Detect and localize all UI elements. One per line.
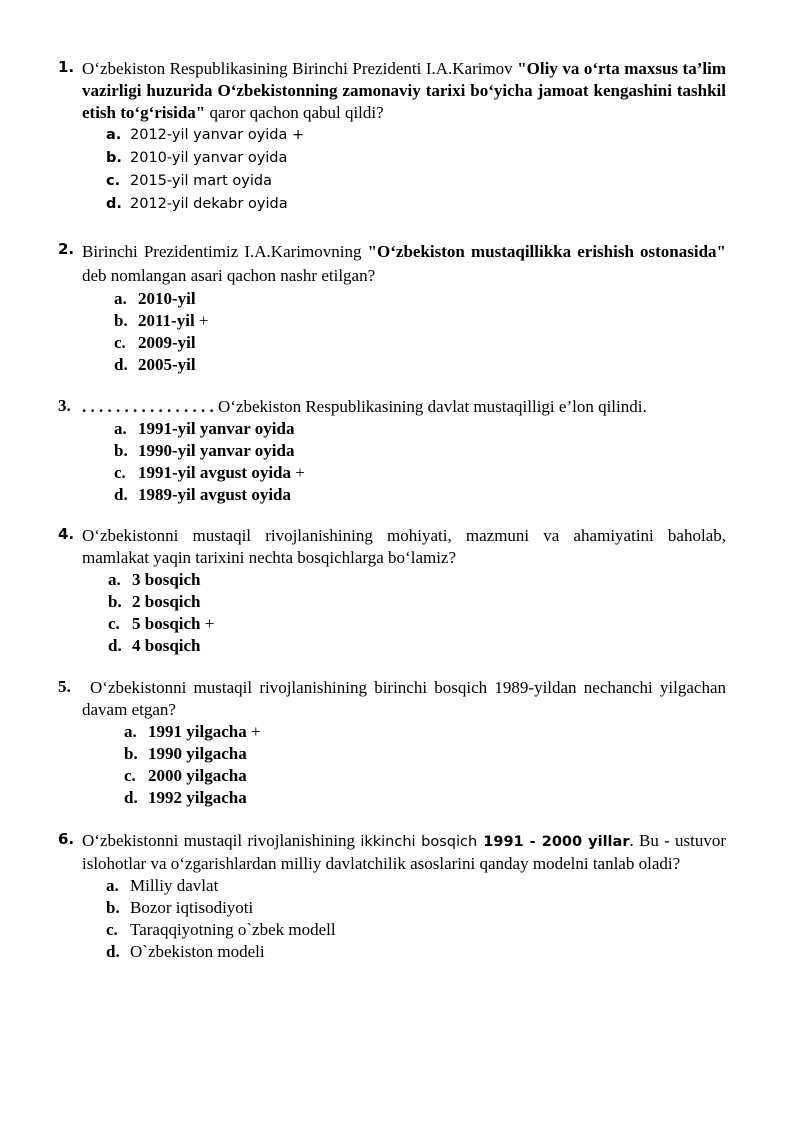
question-6 — [58, 830, 726, 963]
question-stem: O‘zbekistonni mustaqil rivojlanishining ikkinchi bosqich 1991 - 2000 yillar. Bu - ustuvor islohotlar va o‘zgarishlardan milliy davlatchilik asoslarini qanday modelni tanlab oladi? — [82, 831, 726, 873]
question-1 — [58, 58, 726, 216]
options-list — [106, 875, 726, 963]
question-stem: O‘zbekistonni mustaqil rivojlanishining mohiyati, mazmuni va ahamiyatini baholab, mamlakat yaqin tarixini nechta bosqichlarga bo‘lamiz? — [82, 526, 726, 567]
option-d[interactable]: d. 4 bosqich — [108, 636, 201, 655]
option-c[interactable]: c. 5 bosqich + — [108, 614, 215, 633]
question-number: 3. — [58, 396, 71, 415]
question-stem: . . . . . . . . . . . . . . . . O‘zbekiston Respublikasining davlat mustaqilligi e’lon qilindi. — [82, 397, 647, 416]
options-list — [114, 418, 726, 506]
question-stem: O‘zbekistonni mustaqil rivojlanishining birinchi bosqich 1989-yildan nechanchi yilgachan davam etgan? — [82, 678, 726, 719]
option-c[interactable]: c. 1991-yil avgust oyida + — [114, 463, 305, 482]
option-a[interactable]: a. 1991 yilgacha + — [124, 722, 261, 741]
option-b[interactable]: b. 2011-yil + — [114, 311, 209, 330]
question-5 — [58, 677, 726, 809]
options-list — [114, 288, 726, 376]
question-2 — [58, 240, 726, 376]
options-list — [124, 721, 726, 809]
option-d[interactable]: d. O`zbekiston modeli — [106, 942, 265, 961]
options-list — [108, 569, 726, 657]
option-c[interactable]: c. 2009-yil — [114, 333, 196, 352]
question-4 — [58, 525, 726, 657]
option-a[interactable]: a. Milliy davlat — [106, 876, 219, 895]
option-c[interactable]: c. 2000 yilgacha — [124, 766, 247, 785]
option-b[interactable]: b. 1990-yil yanvar oyida — [114, 441, 295, 460]
option-a[interactable]: a. 2012-yil yanvar oyida + — [106, 127, 305, 143]
option-b[interactable]: b. 1990 yilgacha — [124, 744, 247, 763]
question-number: 4. — [58, 525, 75, 543]
question-stem: O‘zbekiston Respublikasining Birinchi Prezidenti I.A.Karimov "Oliy va o‘rta maxsus ta’lim vazirligi huzurida O‘zbekistonning zamonaviy tarixi bo‘yicha jamoat kengashini tashkil etish to‘g‘risida" qaror qachon qabul qildi? — [82, 59, 726, 122]
option-a[interactable]: a. 1991-yil yanvar oyida — [114, 419, 295, 438]
option-c[interactable]: c. 2015-yil mart oyida — [106, 173, 272, 189]
option-b[interactable]: b. 2 bosqich — [108, 592, 201, 611]
option-d[interactable]: d. 1992 yilgacha — [124, 788, 247, 807]
blank-dots: . . . . . . . . . . . . . . . . — [82, 397, 214, 416]
question-number: 6. — [58, 830, 75, 848]
question-stem: Birinchi Prezidentimiz I.A.Karimovning "O‘zbekiston mustaqillikka erishish ostonasida" deb nomlangan asari qachon nashr etilgan? — [82, 242, 726, 285]
option-d[interactable]: d. 2012-yil dekabr oyida — [106, 196, 288, 212]
question-number: 1. — [58, 58, 75, 76]
option-a[interactable]: a. 3 bosqich — [108, 570, 201, 589]
option-b[interactable]: b. Bozor iqtisodiyoti — [106, 898, 254, 917]
option-c[interactable]: c. Taraqqiyotning o`zbek modell — [106, 920, 336, 939]
option-d[interactable]: d. 1989-yil avgust oyida — [114, 485, 292, 504]
question-number: 5. — [58, 677, 71, 696]
option-d[interactable]: d. 2005-yil — [114, 355, 196, 374]
question-3 — [58, 396, 726, 506]
option-a[interactable]: a. 2010-yil — [114, 289, 196, 308]
option-b[interactable]: b. 2010-yil yanvar oyida — [106, 150, 288, 166]
options-list — [106, 124, 726, 216]
question-number: 2. — [58, 240, 75, 258]
